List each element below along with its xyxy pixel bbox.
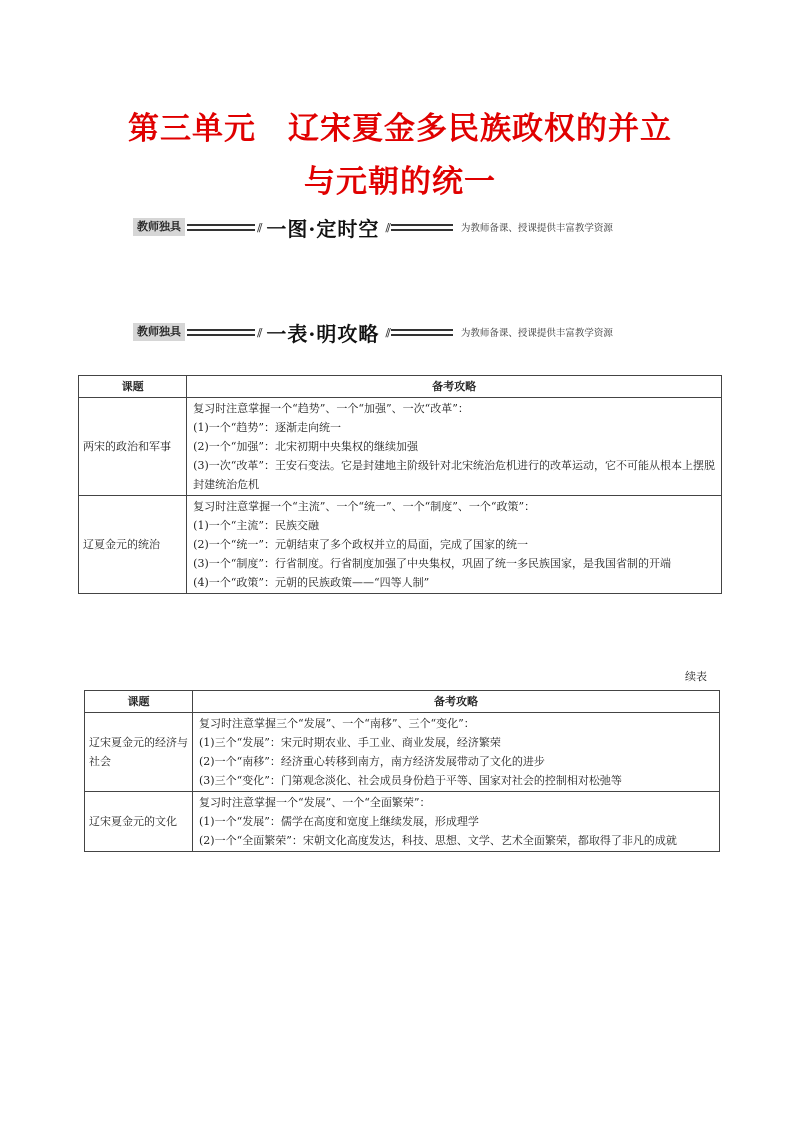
strategy-line: 复习时注意掌握三个“发展”、一个“南移”、三个“变化”：	[199, 717, 475, 730]
section-banner-map	[133, 216, 613, 241]
row-topic	[85, 713, 193, 792]
banner-heading: 一表·明攻略	[266, 321, 380, 346]
section-banner-table	[133, 321, 613, 346]
banner-tag: 教师独具	[133, 218, 185, 236]
banner-slash-decoration: //	[385, 325, 389, 339]
strategy-line: (2)一个“统一”：元朝结束了多个政权并立的局面，完成了国家的统一	[193, 538, 528, 551]
row-topic: 辽夏金元的统治	[79, 496, 187, 594]
banner-heading: 一图·定时空	[266, 216, 380, 241]
topic-line: 社会	[89, 755, 111, 768]
table-row	[79, 496, 722, 594]
banner-note: 为教师备课、授课提供丰富教学资源	[460, 328, 613, 339]
row-strategy	[193, 713, 720, 792]
strategy-line: 复习时注意掌握一个“发展”、一个“全面繁荣”：	[199, 796, 431, 809]
strategy-line: (3)三个“变化”：门第观念淡化、社会成员身份趋于平等、国家对社会的控制相对松弛等	[199, 774, 622, 787]
strategy-line: (1)一个“发展”：儒学在高度和宽度上继续发展，形成理学	[199, 815, 479, 828]
strategy-line: 封建统治危机	[193, 478, 260, 491]
topic-line: 辽宋夏金元的文化	[89, 815, 177, 828]
column-header-topic: 课题	[85, 691, 193, 713]
strategy-line: (4)一个“政策”：元朝的民族政策——“四等人制”	[193, 576, 430, 589]
table-row	[85, 792, 720, 852]
table-header-row	[79, 376, 722, 398]
row-strategy	[187, 496, 722, 594]
strategy-line: (1)一个“趋势”：逐渐走向统一	[193, 421, 341, 434]
banner-rule-right	[391, 224, 453, 231]
table-header-row	[85, 691, 720, 713]
row-topic	[85, 792, 193, 852]
banner-rule-left	[187, 329, 255, 336]
banner-slash-decoration: //	[257, 325, 261, 339]
strategy-line: 复习时注意掌握一个“主流”、一个“统一”、一个“制度”、一个“政策”：	[193, 500, 536, 513]
strategy-line: 复习时注意掌握一个“趋势”、一个“加强”、一次“改革”：	[193, 402, 469, 415]
row-strategy	[187, 398, 722, 496]
strategy-line: (2)一个“加强”：北宋初期中央集权的继续加强	[193, 440, 418, 453]
banner-rule-right	[391, 329, 453, 336]
page-title-line-2: 与元朝的统一	[304, 164, 496, 200]
banner-slash-decoration: //	[385, 220, 389, 234]
page-title-line-1: 第三单元 辽宋夏金多民族政权的并立	[128, 111, 672, 147]
banner-slash-decoration: //	[257, 220, 261, 234]
strategy-line: (2)一个“南移”：经济重心转移到南方，南方经济发展带动了文化的进步	[199, 755, 545, 768]
review-strategy-table-continued	[84, 690, 720, 852]
strategy-line: (2)一个“全面繁荣”：宋朝文化高度发达，科技、思想、文学、艺术全面繁荣，都取得了非凡的成就	[199, 834, 677, 847]
strategy-line: (3)一次“改革”：王安石变法。它是封建地主阶级针对北宋统治危机进行的改革运动，它不可能从根本上摆脱	[193, 459, 715, 472]
banner-rule-left	[187, 224, 255, 231]
column-header-strategy: 备考攻略	[187, 376, 722, 398]
banner-note: 为教师备课、授课提供丰富教学资源	[460, 223, 613, 234]
column-header-strategy: 备考攻略	[193, 691, 720, 713]
column-header-topic: 课题	[79, 376, 187, 398]
strategy-line: (3)一个“制度”：行省制度。行省制度加强了中央集权，巩固了统一多民族国家，是我国省制的开端	[193, 557, 671, 570]
table-row	[79, 398, 722, 496]
topic-line: 辽宋夏金元的经济与	[89, 736, 188, 749]
continued-label: 续表	[685, 670, 707, 683]
banner-tag: 教师独具	[133, 323, 185, 341]
review-strategy-table	[78, 375, 722, 594]
row-topic: 两宋的政治和军事	[79, 398, 187, 496]
table-row	[85, 713, 720, 792]
strategy-line: (1)一个“主流”：民族交融	[193, 519, 319, 532]
strategy-line: (1)三个“发展”：宋元时期农业、手工业、商业发展，经济繁荣	[199, 736, 501, 749]
row-strategy	[193, 792, 720, 852]
